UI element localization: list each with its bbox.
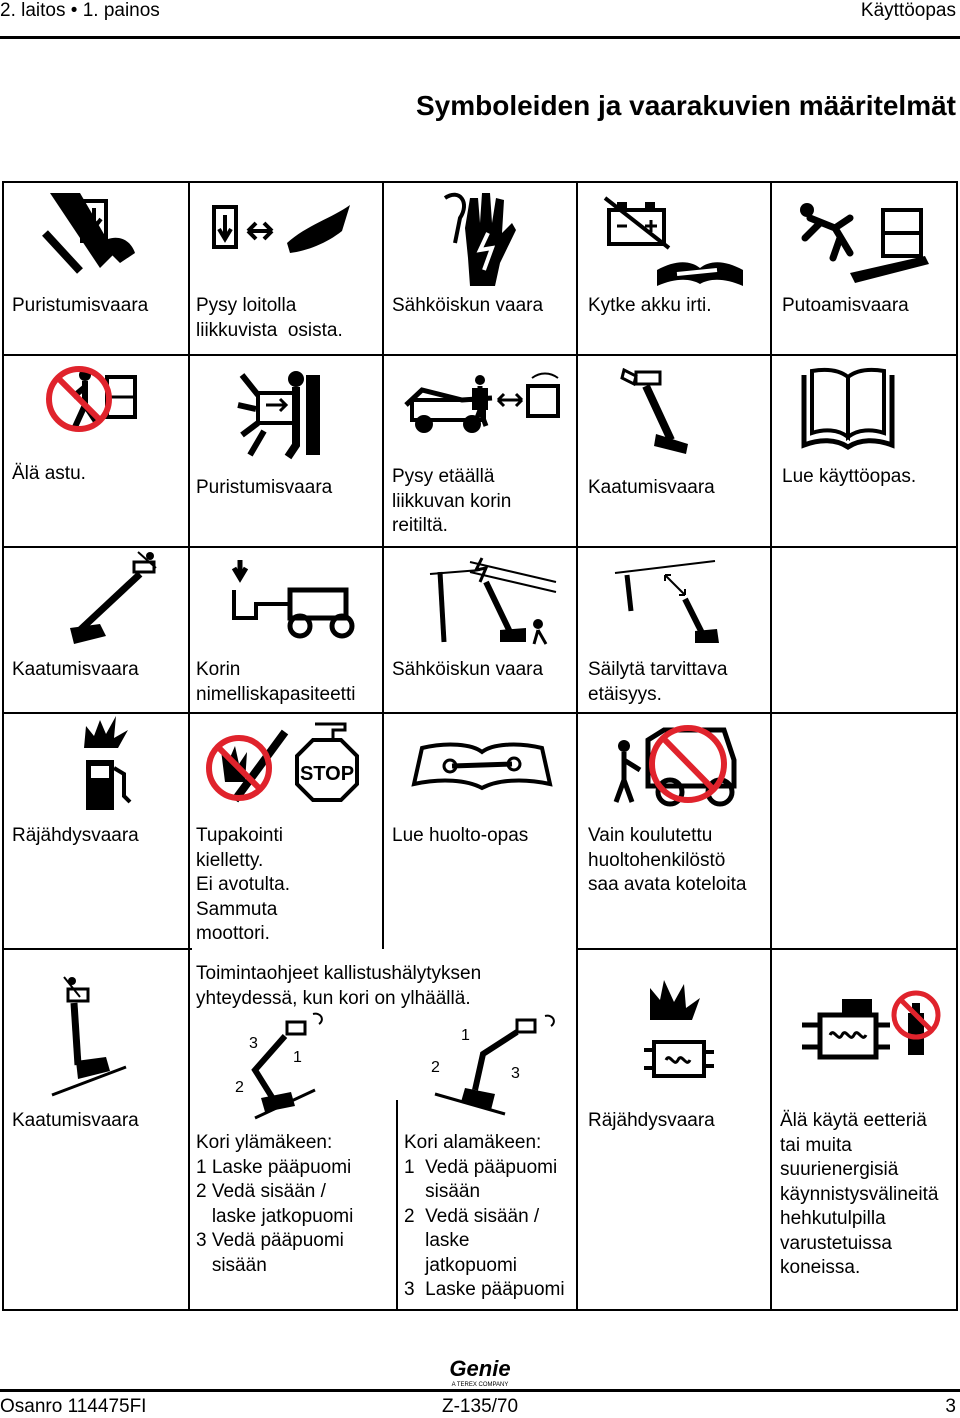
label-trained-personnel: Vain koulutettu huoltohenkilöstö saa avata koteloita [588, 825, 747, 895]
label-platform-path: Pysy etäällä liikkuvan korin reitiltä. [392, 466, 512, 536]
label-downhill: Kori alamäkeen: 1 Vedä pääpuomi sisään 2 Vedä sisään / laske jatkopuomi 3 Laske pääpuomi [404, 1132, 565, 1300]
tip-over-icon [616, 368, 696, 458]
battery-disconnect-icon [605, 198, 745, 288]
downhill-procedure-icon [425, 1010, 570, 1120]
label-capacity: Korin nimelliskapasiteetti [196, 659, 356, 705]
crush-body-icon [238, 365, 328, 460]
label-no-step: Älä astu. [12, 463, 86, 484]
section-label: Käyttöopas [860, 0, 956, 21]
label-moving-parts: Pysy loitolla liikkuvista osista. [196, 295, 343, 341]
platform-path-icon [402, 370, 572, 435]
step-number-2: 2 [431, 1059, 440, 1076]
row-divider [2, 546, 958, 548]
label-no-ether: Älä käytä eetteriä tai muita suurienergisiä käynnistysvälineitä hehkutulpilla varustetuissa koneissa. [780, 1110, 939, 1278]
no-step-icon [45, 365, 140, 435]
label-no-smoking: Tupakointi kielletty. Ei avotulta. Sammuta moottori. [196, 825, 290, 944]
label-uphill: Kori ylämäkeen: 1 Laske pääpuomi 2 Vedä sisään / laske jatkopuomi 3 Vedä pääpuomi sisään [196, 1132, 354, 1276]
header-rule [0, 36, 960, 39]
footer-rule [0, 1389, 960, 1392]
label-manual: Lue käyttöopas. [782, 466, 917, 487]
col-divider [396, 1100, 398, 1311]
genie-logo-text: Genie [449, 1356, 511, 1381]
manual-book-icon [800, 367, 896, 453]
page-number: 3 [945, 1396, 956, 1417]
label-service-manual: Lue huolto-opas [392, 825, 529, 846]
crush-hand-icon [40, 193, 150, 273]
label-battery: Kytke akku irti. [588, 295, 712, 316]
row-divider [2, 712, 958, 714]
label-crush-body: Puristumisvaara [196, 477, 333, 498]
uphill-procedure-icon [225, 1010, 335, 1120]
row-divider [2, 354, 958, 356]
label-powerline: Sähköiskun vaara [392, 659, 544, 680]
step-number-2: 2 [235, 1079, 244, 1096]
label-engine-explosion: Räjähdysvaara [588, 1110, 715, 1131]
fall-hazard-icon [795, 198, 935, 288]
service-manual-icon [412, 740, 552, 790]
moving-parts-icon [212, 203, 352, 263]
label-tip-over: Kaatumisvaara [588, 477, 715, 498]
col-divider [188, 181, 190, 1311]
no-ether-icon [800, 985, 940, 1065]
no-smoking-stop-icon [205, 720, 365, 815]
label-boom-tip: Kaatumisvaara [12, 659, 139, 680]
part-number: Osanro 114475FI [0, 1396, 147, 1417]
step-number-3: 3 [511, 1065, 520, 1082]
row-divider [578, 948, 958, 950]
trained-personnel-icon [608, 720, 743, 810]
label-crush: Puristumisvaara [12, 295, 149, 316]
slope-tip-icon [50, 975, 130, 1100]
label-fall: Putoamisvaara [782, 295, 909, 316]
label-electrocution: Sähköiskun vaara [392, 295, 544, 316]
electrocution-hand-icon [440, 188, 520, 288]
row-divider [2, 948, 192, 950]
instruction-header: Toimintaohjeet kallistushälytyksen yhteydessä, kun kori on ylhäällä. [196, 963, 482, 1009]
boom-tip-icon [60, 550, 170, 650]
clearance-icon [615, 555, 725, 647]
genie-logo [440, 1356, 520, 1390]
label-clearance: Säilytä tarvittava etäisyys. [588, 659, 728, 705]
label-slope-tip: Kaatumisvaara [12, 1110, 139, 1131]
edition-label: 2. laitos • 1. painos [0, 0, 160, 21]
col-divider [382, 181, 384, 949]
col-divider [770, 181, 772, 1311]
step-number-1: 1 [461, 1027, 470, 1044]
label-fuel-explosion: Räjähdysvaara [12, 825, 139, 846]
stop-text: STOP [299, 763, 355, 785]
col-divider [576, 181, 578, 1311]
powerline-icon [430, 552, 560, 648]
page-title: Symboleiden ja vaarakuvien määritelmät [415, 90, 956, 121]
fuel-explosion-icon [80, 716, 135, 816]
engine-explosion-icon [640, 980, 720, 1080]
platform-capacity-icon [230, 560, 355, 640]
model-number: Z-135/70 [442, 1396, 519, 1417]
step-number-1: 1 [293, 1049, 302, 1066]
step-number-3: 3 [249, 1035, 258, 1052]
genie-logo-sub: A TEREX COMPANY [451, 1382, 509, 1388]
